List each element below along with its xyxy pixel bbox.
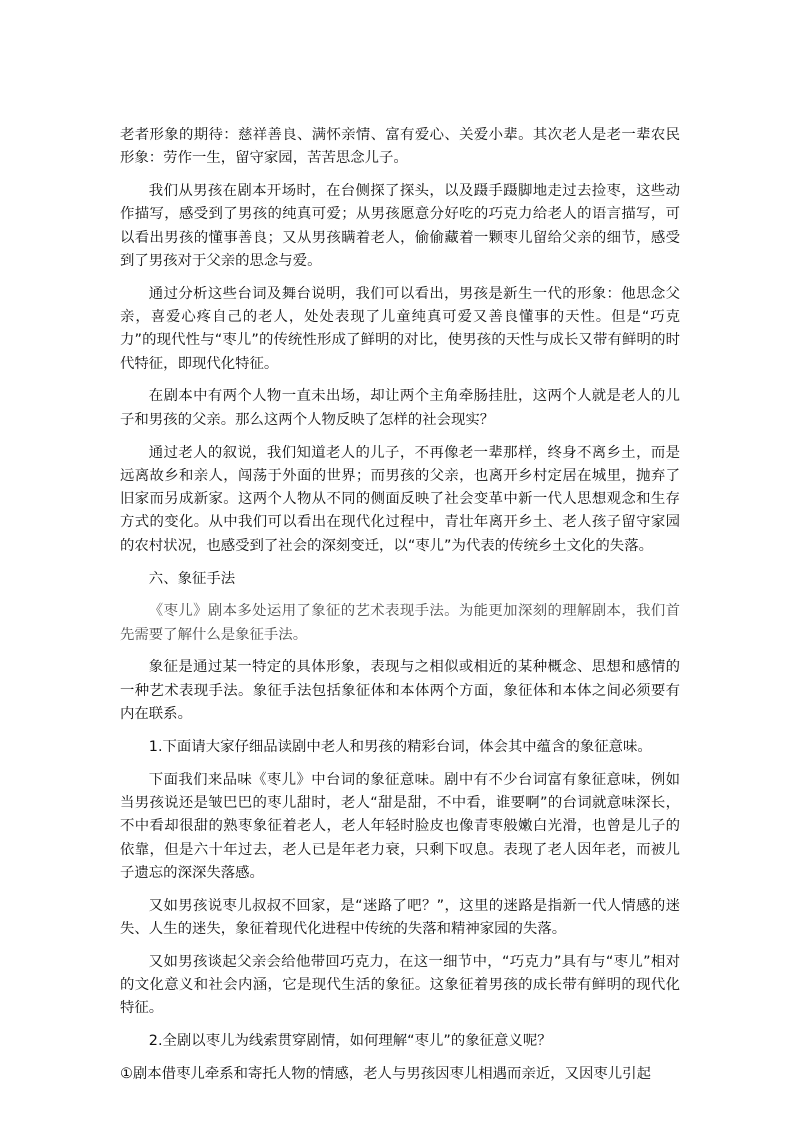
question-heading: 1.下面请大家仔细品读剧中老人和男孩的精彩台词，体会其中蕴含的象征意味。: [148, 738, 652, 755]
paragraph: 又如男孩说枣儿叔叔不回家，是“迷路了吧？”，这里的迷路是指新一代人情感的迷失、人生的迷失，象征着现代化进程中传统的失落和精神家园的失落。: [120, 897, 680, 937]
paragraph: 在剧本中有两个人物一直未出场，却让两个主角牵肠挂肚，这两个人就是老人的儿子和男孩的父亲。那么这两个人物反映了怎样的社会现实？: [120, 388, 680, 428]
paragraph: 通过老人的叙说，我们知道老人的儿子，不再像老一辈那样，终身不离乡土，而是远离故乡和亲人，闯荡于外面的世界；而男孩的父亲，也离开乡村定居在城里，抛弃了旧家而另成新家。这两个人物从不同的侧面反映了社会变革中新一代人思想观念和生存方式的变化。从中我们可以看出在现代化过程中，青壮年离开乡土、老人孩子留守家园的农村状况，也感受到了社会的深刻变迁，以“枣儿”为代表的传统乡土文化的失落。: [120, 444, 680, 554]
document-body: [120, 124, 680, 1096]
paragraph: 我们从男孩在剧本开场时，在台侧探了探头，以及蹑手蹑脚地走过去捡枣，这些动作描写，感受到了男孩的纯真可爱；从男孩愿意分好吃的巧克力给老人的语言描写，可以看出男孩的懂事善良；又从男孩瞒着老人，偷偷藏着一颗枣儿留给父亲的细节，感受到了男孩对于父亲的思念与爱。: [120, 183, 680, 269]
paragraph: 下面我们来品味《枣儿》中台词的象征意味。剧中有不少台词富有象征意味，例如当男孩说还是皱巴巴的枣儿甜时，老人“甜是甜，不中看，谁要啊”的台词就意味深长，不中看却很甜的熟枣象征着老人，老人年轻时脸皮也像青枣般嫩白光滑，也曾是儿子的依靠，但是六十年过去，老人已是年老力衰，只剩下叹息。表现了老人因年老，而被儿子遗忘的深深失落感。: [120, 771, 680, 881]
section-heading: 六、象征手法: [148, 570, 236, 587]
question-heading: 2.全剧以枣儿为线索贯穿剧情，如何理解“枣儿”的象征意义呢？: [148, 1033, 552, 1050]
paragraph: 又如男孩谈起父亲会给他带回巧克力，在这一细节中，“巧克力”具有与“枣儿”相对的文化意义和社会内涵，它是现代生活的象征。这象征着男孩的成长带有鲜明的现代化特征。: [120, 953, 680, 1017]
paragraph: 老者形象的期待：慈祥善良、满怀亲情、富有爱心、关爱小辈。其次老人是老一辈农民形象：劳作一生，留守家园，苦苦思念儿子。: [120, 127, 680, 167]
paragraph: 《枣儿》剧本多处运用了象征的艺术表现手法。为能更加深刻的理解剧本，我们首先需要了解什么是象征手法。: [120, 603, 680, 643]
paragraph: 象征是通过某一特定的具体形象，表现与之相似或相近的某种概念、思想和感情的一种艺术表现手法。象征手法包括象征体和本体两个方面，象征体和本体之间必须要有内在联系。: [120, 659, 680, 723]
paragraph: ①剧本借枣儿牵系和寄托人物的情感，老人与男孩因枣儿相遇而亲近，又因枣儿引起: [120, 1065, 651, 1082]
paragraph: 通过分析这些台词及舞台说明，我们可以看出，男孩是新生一代的形象：他思念父亲，喜爱心疼自己的老人，处处表现了儿童纯真可爱又善良懂事的天性。但是“巧克力”的现代性与“枣儿”的传统性形成了鲜明的对比，使男孩的天性与成长又带有鲜明的时代特征，即现代化特征。: [120, 285, 680, 372]
